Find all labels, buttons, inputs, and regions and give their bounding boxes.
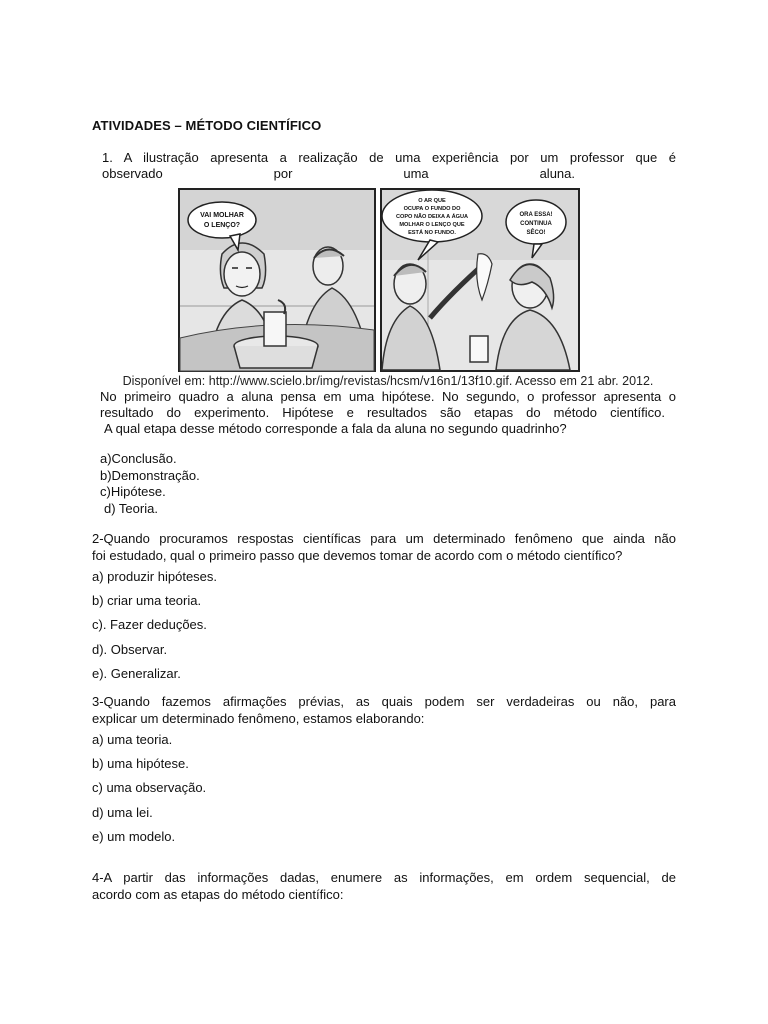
question-4-line-1: 4-A partir das informações dadas, enumere as informações, em ordem sequencial, de [92,870,676,885]
option[interactable]: b) criar uma teoria. [92,593,202,609]
svg-text:O LENÇO?: O LENÇO? [203,222,241,229]
question-1-line-1: 1. A ilustração apresenta a realização de uma experiência por um professor que é [102,150,676,165]
svg-text:ORA ESSA!: ORA ESSA! [519,212,553,218]
option[interactable]: c). Fazer deduções. [92,617,207,633]
word: por [273,166,293,181]
option[interactable]: b) uma hipótese. [92,756,189,772]
question-3 [92,693,676,727]
option[interactable]: d) uma lei. [92,804,153,820]
option[interactable]: a) produzir hipóteses. [92,569,218,584]
word: uma [403,166,429,181]
question-4-line-2: acordo com as etapas do método científico: [92,887,344,902]
question-3-line-2: explicar um determinado fenômeno, estamos elaborando: [92,711,425,726]
question-1-body-line-3: A qual etapa desse método corresponde a fala da aluna no segundo quadrinho? [104,421,567,436]
svg-text:VAI MOLHAR: VAI MOLHAR [200,212,244,219]
option[interactable]: a)Conclusão. [100,451,177,466]
page-title: ATIVIDADES – MÉTODO CIENTÍFICO [92,118,322,133]
question-1-body-line-2: resultado do experimento. Hipótese e resultados são etapas do método científico. [100,405,665,420]
option[interactable]: b)Demonstração. [100,467,200,483]
comic-panel-2 [381,189,579,371]
word: aluna. [539,166,575,181]
question-2 [92,530,676,564]
question-1-body-line-1: No primeiro quadro a aluna pensa em uma hipótese. No segundo, o professor apresenta o [100,389,676,404]
svg-text:MOLHAR O LENÇO QUE: MOLHAR O LENÇO QUE [399,222,465,228]
svg-text:ESTÁ NO FUNDO.: ESTÁ NO FUNDO. [408,230,456,236]
option[interactable]: a) uma teoria. [92,732,173,747]
option[interactable]: e). Generalizar. [92,665,181,681]
image-caption: Disponível em: http://www.scielo.br/img/revistas/hcsm/v16n1/13f10.gif. Acesso em 21 abr. 2012. [122,374,654,388]
question-2-options [92,569,217,690]
question-3-line-1: 3-Quando fazemos afirmações prévias, as quais podem ser verdadeiras ou não, para [92,694,676,709]
question-2-line-1: 2-Quando procuramos respostas científicas para um determinado fenômeno que ainda não [92,531,676,546]
comic-panel-1 [179,189,375,371]
option[interactable]: d) Teoria. [104,500,158,516]
option[interactable]: c)Hipótese. [100,484,166,499]
option[interactable]: c) uma observação. [92,780,207,796]
question-2-line-2: foi estudado, qual o primeiro passo que devemos tomar de acordo com o método científico? [92,548,623,563]
svg-text:O AR QUE: O AR QUE [418,198,446,204]
svg-text:COPO NÃO DEIXA A ÁGUA: COPO NÃO DEIXA A ÁGUA [395,214,469,220]
svg-text:CONTINUA: CONTINUA [520,221,552,227]
question-1-line-2 [102,166,575,182]
svg-text:OCUPA O FUNDO DO: OCUPA O FUNDO DO [403,206,461,212]
question-4 [92,869,676,903]
question-1-body [100,389,676,437]
question-1-intro [102,150,676,182]
option[interactable]: e) um modelo. [92,828,176,844]
comic-illustration [178,188,580,372]
question-3-options [92,732,206,853]
word: observado [102,166,163,181]
question-1-options [100,451,200,517]
svg-text:SÊCO!: SÊCO! [526,230,546,236]
option[interactable]: d). Observar. [92,641,168,657]
